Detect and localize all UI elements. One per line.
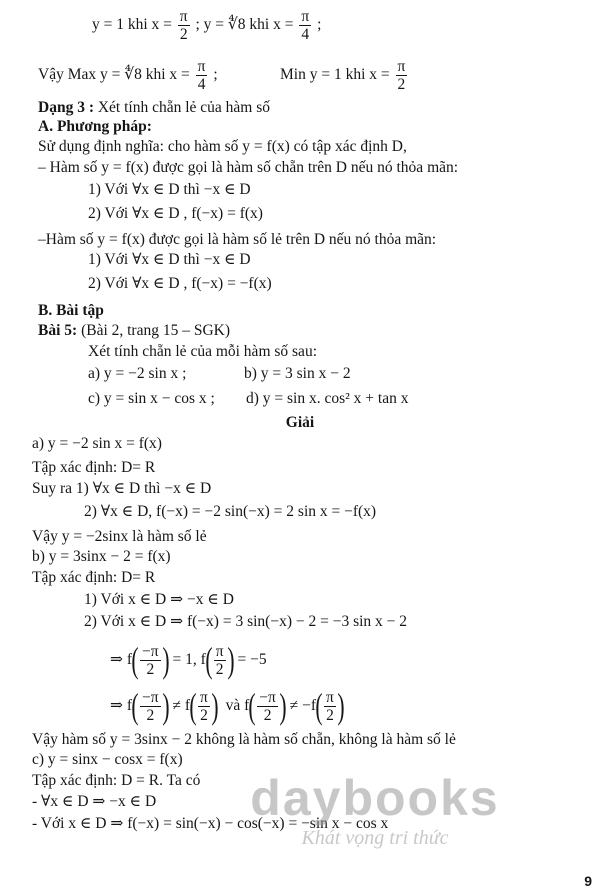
den: 2	[263, 706, 272, 724]
subheading-method: A. Phương pháp:	[38, 118, 152, 135]
solution-line: Tập xác định: D= R	[32, 459, 156, 476]
num: π	[200, 688, 208, 706]
text: = 1, f	[172, 651, 206, 668]
text: = −5	[237, 651, 267, 668]
fraction	[196, 58, 208, 93]
paren: (	[131, 640, 139, 681]
paragraph: –Hàm số y = f(x) được gọi là hàm số lẻ trên D nếu nó thỏa mãn:	[38, 231, 437, 248]
subheading-exercises: B. Bài tập	[38, 302, 104, 319]
paren: )	[162, 640, 170, 681]
text: ; y = ∜8 khi x =	[195, 16, 294, 34]
den: 2	[146, 706, 155, 724]
paren: (	[131, 686, 139, 727]
text: Vậy Max y = ∜8 khi x =	[38, 66, 190, 84]
fraction	[299, 8, 311, 43]
question-a: a) y = −2 sin x ;	[88, 365, 187, 382]
question-b: b) y = 3 sin x − 2	[244, 365, 351, 382]
solution-line: 2) Với x ∈ D ⇒ f(−x) = 3 sin(−x) − 2 = −3 sin x − 2	[84, 613, 408, 630]
solution-line: b) y = 3sinx − 2 = f(x)	[32, 548, 171, 565]
text: ≠ −f	[289, 697, 317, 714]
condition: 2) Với ∀x ∈ D , f(−x) = −f(x)	[88, 275, 272, 292]
text: ≠ f	[172, 697, 191, 714]
solution-line: - ∀x ∈ D ⇒ −x ∈ D	[32, 793, 157, 810]
formula-line-2b	[280, 58, 409, 93]
paren: (	[189, 686, 197, 727]
fraction-line-2	[110, 686, 345, 727]
solution-line: a) y = −2 sin x = f(x)	[32, 435, 162, 452]
watermark-logo: daybooks	[250, 770, 500, 826]
solution-line: Vậy y = −2sinx là hàm số lẻ	[32, 528, 207, 545]
den: 2	[179, 26, 188, 43]
paren: )	[226, 640, 235, 681]
den: 4	[301, 26, 310, 43]
solution-line: 1) Với x ∈ D ⇒ −x ∈ D	[84, 591, 234, 608]
num: π	[397, 58, 406, 75]
solution-line: Tập xác định: D= R	[32, 569, 156, 586]
num: π	[179, 8, 188, 25]
heading-text: Xét tính chẵn lẻ của hàm số	[97, 99, 271, 116]
formula-line-1	[92, 8, 321, 43]
fraction	[140, 643, 161, 678]
fraction	[198, 689, 210, 724]
condition: 2) Với ∀x ∈ D , f(−x) = f(x)	[88, 205, 263, 222]
paren: )	[337, 686, 345, 727]
fraction	[178, 8, 190, 43]
question-text: Xét tính chẵn lẻ của mỗi hàm số sau:	[88, 343, 317, 360]
text: y = 1 khi x =	[92, 16, 172, 34]
text: ;	[213, 66, 218, 84]
heading-label: Dạng 3 :	[38, 99, 98, 116]
condition: 1) Với ∀x ∈ D thì −x ∈ D	[88, 251, 251, 268]
solution-line: c) y = sinx − cosx = f(x)	[32, 751, 183, 768]
paren: )	[279, 686, 287, 727]
fraction	[257, 689, 278, 724]
paragraph: Sử dụng định nghĩa: cho hàm số y = f(x) có tập xác định D,	[38, 138, 407, 155]
den: 2	[397, 76, 406, 93]
section-heading	[38, 98, 270, 118]
solution-line: Suy ra 1) ∀x ∈ D thì −x ∈ D	[32, 480, 212, 497]
den: 2	[326, 706, 334, 724]
num: π	[197, 58, 206, 75]
den: 2	[200, 706, 208, 724]
solution-line: - Với x ∈ D ⇒ f(−x) = sin(−x) − cos(−x) = −sin x − cos x	[32, 815, 389, 832]
text: ⇒ f	[110, 697, 133, 714]
text: ;	[317, 16, 322, 34]
text: Min y = 1 khi x =	[280, 66, 390, 84]
den: 2	[146, 660, 155, 678]
exercise-label: Bài 5:	[38, 322, 78, 339]
fraction	[396, 58, 408, 93]
fraction	[214, 643, 226, 678]
text: và f	[225, 697, 250, 714]
solution-heading: Giải	[285, 414, 315, 431]
watermark-tagline: Khát vọng tri thức	[301, 827, 449, 849]
solution-line: Vậy hàm số y = 3sinx − 2 không là hàm số chẵn, không là hàm số lẻ	[32, 731, 456, 748]
solution-line: 2) ∀x ∈ D, f(−x) = −2 sin(−x) = 2 sin x = −f(x)	[84, 503, 377, 520]
num: −π	[259, 688, 276, 706]
fraction	[140, 689, 161, 724]
page-number: 9	[584, 873, 592, 889]
num: π	[326, 688, 334, 706]
fraction-line-1	[110, 640, 267, 681]
question-c: c) y = sin x − cos x ;	[88, 390, 215, 407]
paren: )	[162, 686, 170, 727]
paren: (	[248, 686, 256, 727]
watermark	[245, 770, 505, 850]
paren: )	[211, 686, 219, 727]
question-d: d) y = sin x. cos² x + tan x	[246, 390, 409, 407]
exercise-source: (Bài 2, trang 15 – SGK)	[77, 322, 231, 339]
text: ⇒ f	[110, 651, 133, 668]
num: π	[301, 8, 310, 25]
den: 2	[215, 660, 224, 678]
den: 4	[197, 76, 206, 93]
paragraph: – Hàm số y = f(x) được gọi là hàm số chẵn trên D nếu nó thỏa mãn:	[38, 159, 459, 176]
num: −π	[142, 642, 159, 660]
num: π	[215, 642, 224, 660]
exercise-title	[38, 321, 230, 341]
fraction	[324, 689, 336, 724]
condition: 1) Với ∀x ∈ D thì −x ∈ D	[88, 181, 251, 198]
formula-line-2	[38, 58, 218, 93]
solution-line: Tập xác định: D = R. Ta có	[32, 772, 201, 789]
num: −π	[142, 688, 159, 706]
paren: (	[205, 640, 213, 681]
paren: (	[315, 686, 323, 727]
